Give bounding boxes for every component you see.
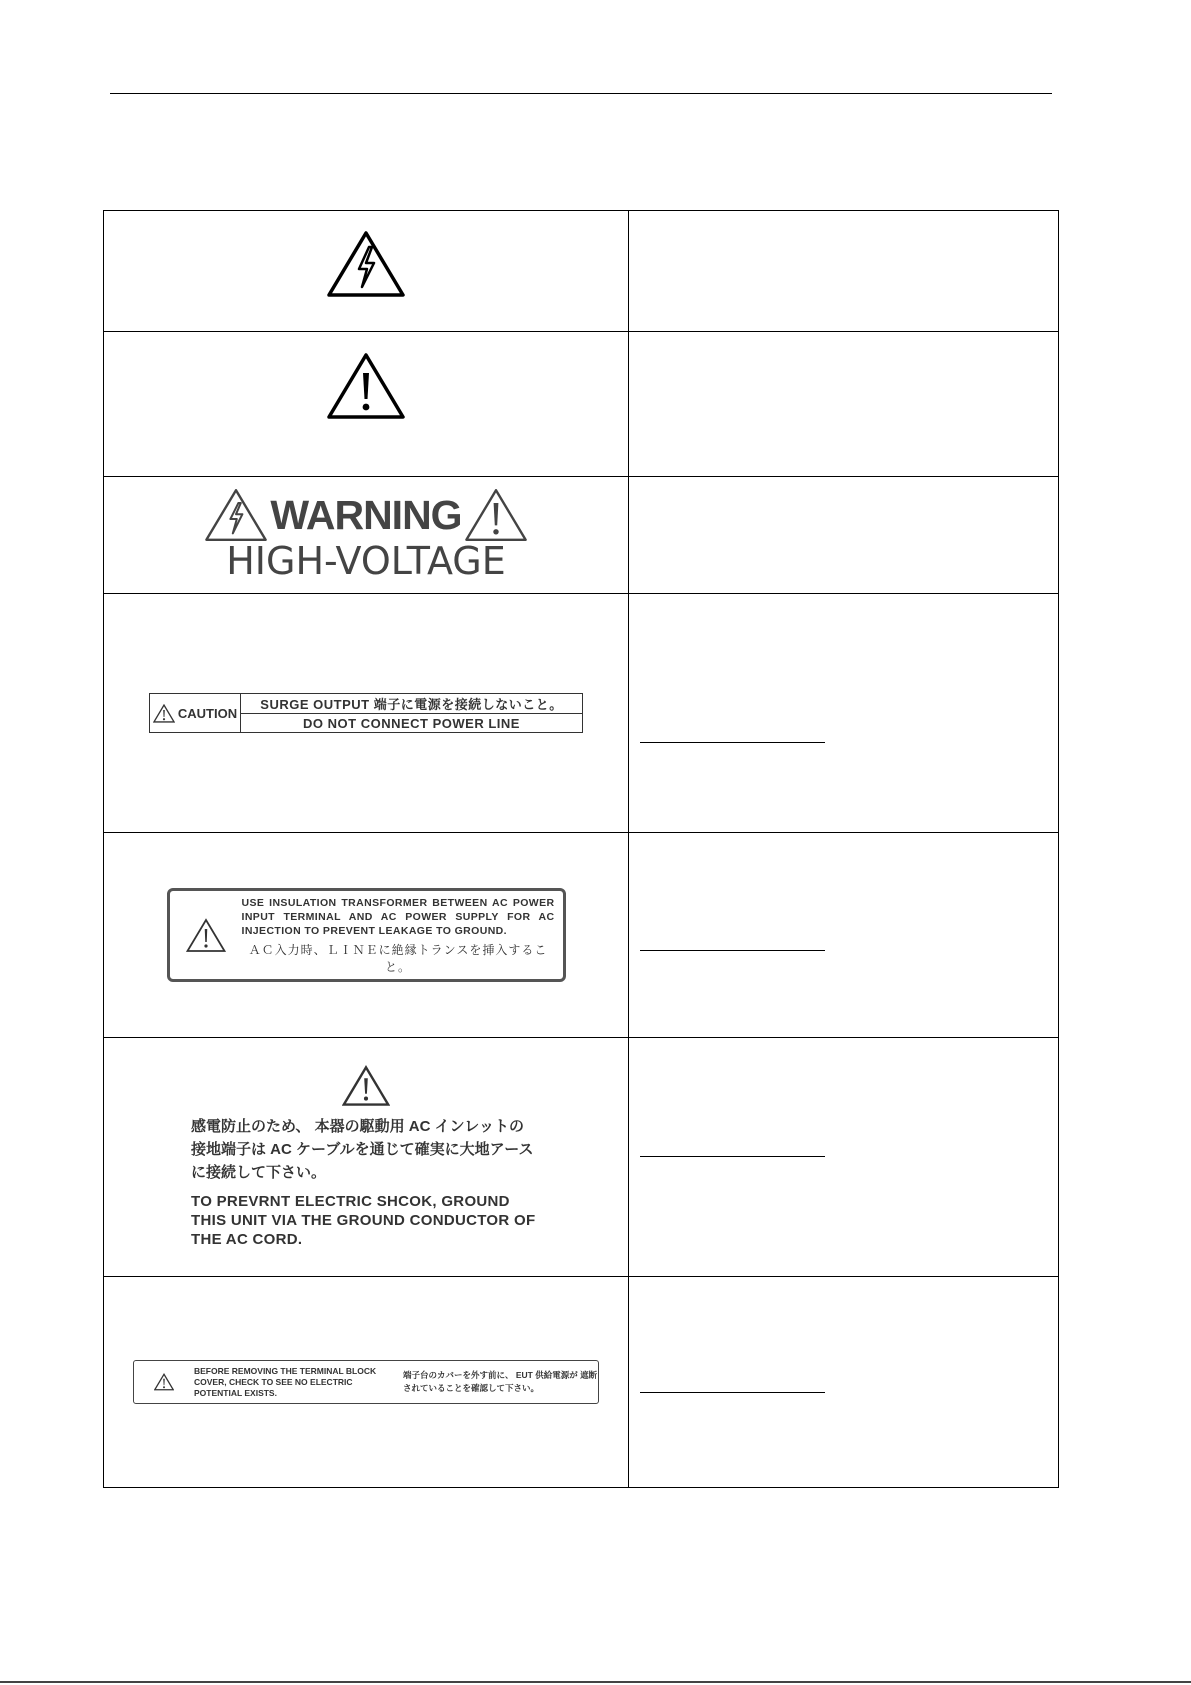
table-row [104, 332, 1059, 477]
caution-tag-text: CAUTION [177, 705, 238, 721]
caution-label [149, 693, 583, 733]
table-row [104, 594, 1059, 833]
underline-rule [640, 1392, 825, 1393]
terminal-text-en: BEFORE REMOVING THE TERMINAL BLOCK COVER, CHECK TO SEE NO ELECTRIC POTENTIAL EXISTS. [194, 1365, 377, 1398]
caution-triangle-icon [186, 918, 226, 953]
insulation-text [242, 896, 563, 975]
insulation-text-en: USE INSULATION TRANSFORMER BETWEEN AC POWER INPUT TERMINAL AND AC POWER SUPPLY FOR AC INJECTION TO PREVENT LEAKAGE TO GROUND. [241, 896, 555, 937]
caution-tag [150, 694, 241, 732]
description-cell [629, 594, 1059, 833]
table-row [104, 1038, 1059, 1277]
description-cell [629, 211, 1059, 332]
ground-text-jp-3: に接続して下さい。 [191, 1164, 327, 1181]
caution-line-en: DO NOT CONNECT POWER LINE [303, 715, 520, 731]
table-row [104, 477, 1059, 594]
caution-triangle-icon [464, 487, 528, 543]
high-voltage-icon [326, 229, 406, 299]
ground-text-en-1: TO PREVRNT ELECTRIC SHCOK, GROUND [191, 1193, 510, 1210]
symbol-cell [104, 477, 629, 594]
ground-warning-text [191, 1115, 541, 1249]
terminal-icon-wrap [134, 1373, 194, 1391]
underline-rule [640, 950, 825, 951]
symbol-cell [104, 1038, 629, 1277]
insulation-icon-wrap [170, 918, 242, 953]
warning-title: WARNING [270, 491, 462, 538]
caution-line-jp: SURGE OUTPUT 端子に電源を接続しないこと。 [241, 694, 582, 714]
terminal-cover-label [133, 1360, 599, 1404]
warning-subtitle: HIGH-VOLTAGE [226, 539, 506, 583]
description-cell [629, 833, 1059, 1038]
warning-title-row [104, 487, 628, 543]
ground-text-en-3: THE AC CORD. [191, 1231, 303, 1248]
ground-text-jp-1: 感電防止のため、 本器の駆動用 AC インレットの [191, 1118, 525, 1135]
symbol-cell [104, 332, 629, 477]
ground-text-en-2: THIS UNIT VIA THE GROUND CONDUCTOR OF [191, 1212, 536, 1229]
safety-symbols-table [103, 210, 1059, 1488]
caution-triangle-icon [154, 1373, 174, 1391]
caution-text [241, 694, 582, 732]
table-row [104, 1277, 1059, 1488]
symbol-cell [104, 1277, 629, 1488]
table-row [104, 211, 1059, 332]
insulation-label [167, 888, 566, 982]
description-cell [629, 1038, 1059, 1277]
table-row [104, 833, 1059, 1038]
terminal-text-jp: 端子台のカバーを外す前に、 EUT 供給電源が 遮断されていることを確認して下さい。 [403, 1370, 598, 1393]
caution-triangle-icon [326, 351, 406, 421]
footer-rule [0, 1681, 1191, 1683]
description-cell [629, 477, 1059, 594]
underline-rule [640, 742, 825, 743]
description-cell [629, 332, 1059, 477]
header-rule [110, 93, 1052, 94]
caution-triangle-icon [342, 1065, 390, 1107]
symbol-cell [104, 211, 629, 332]
high-voltage-icon [204, 487, 268, 543]
insulation-text-jp: ＡＣ入力時、ＬＩＮＥに絶縁トランスを挿入すること。 [248, 942, 548, 974]
ground-text-jp-2: 接地端子は AC ケーブルを通じて確実に大地アース [191, 1141, 534, 1158]
symbol-cell [104, 594, 629, 833]
caution-triangle-icon [153, 704, 175, 723]
underline-rule [640, 1156, 825, 1157]
symbol-cell [104, 833, 629, 1038]
description-cell [629, 1277, 1059, 1488]
